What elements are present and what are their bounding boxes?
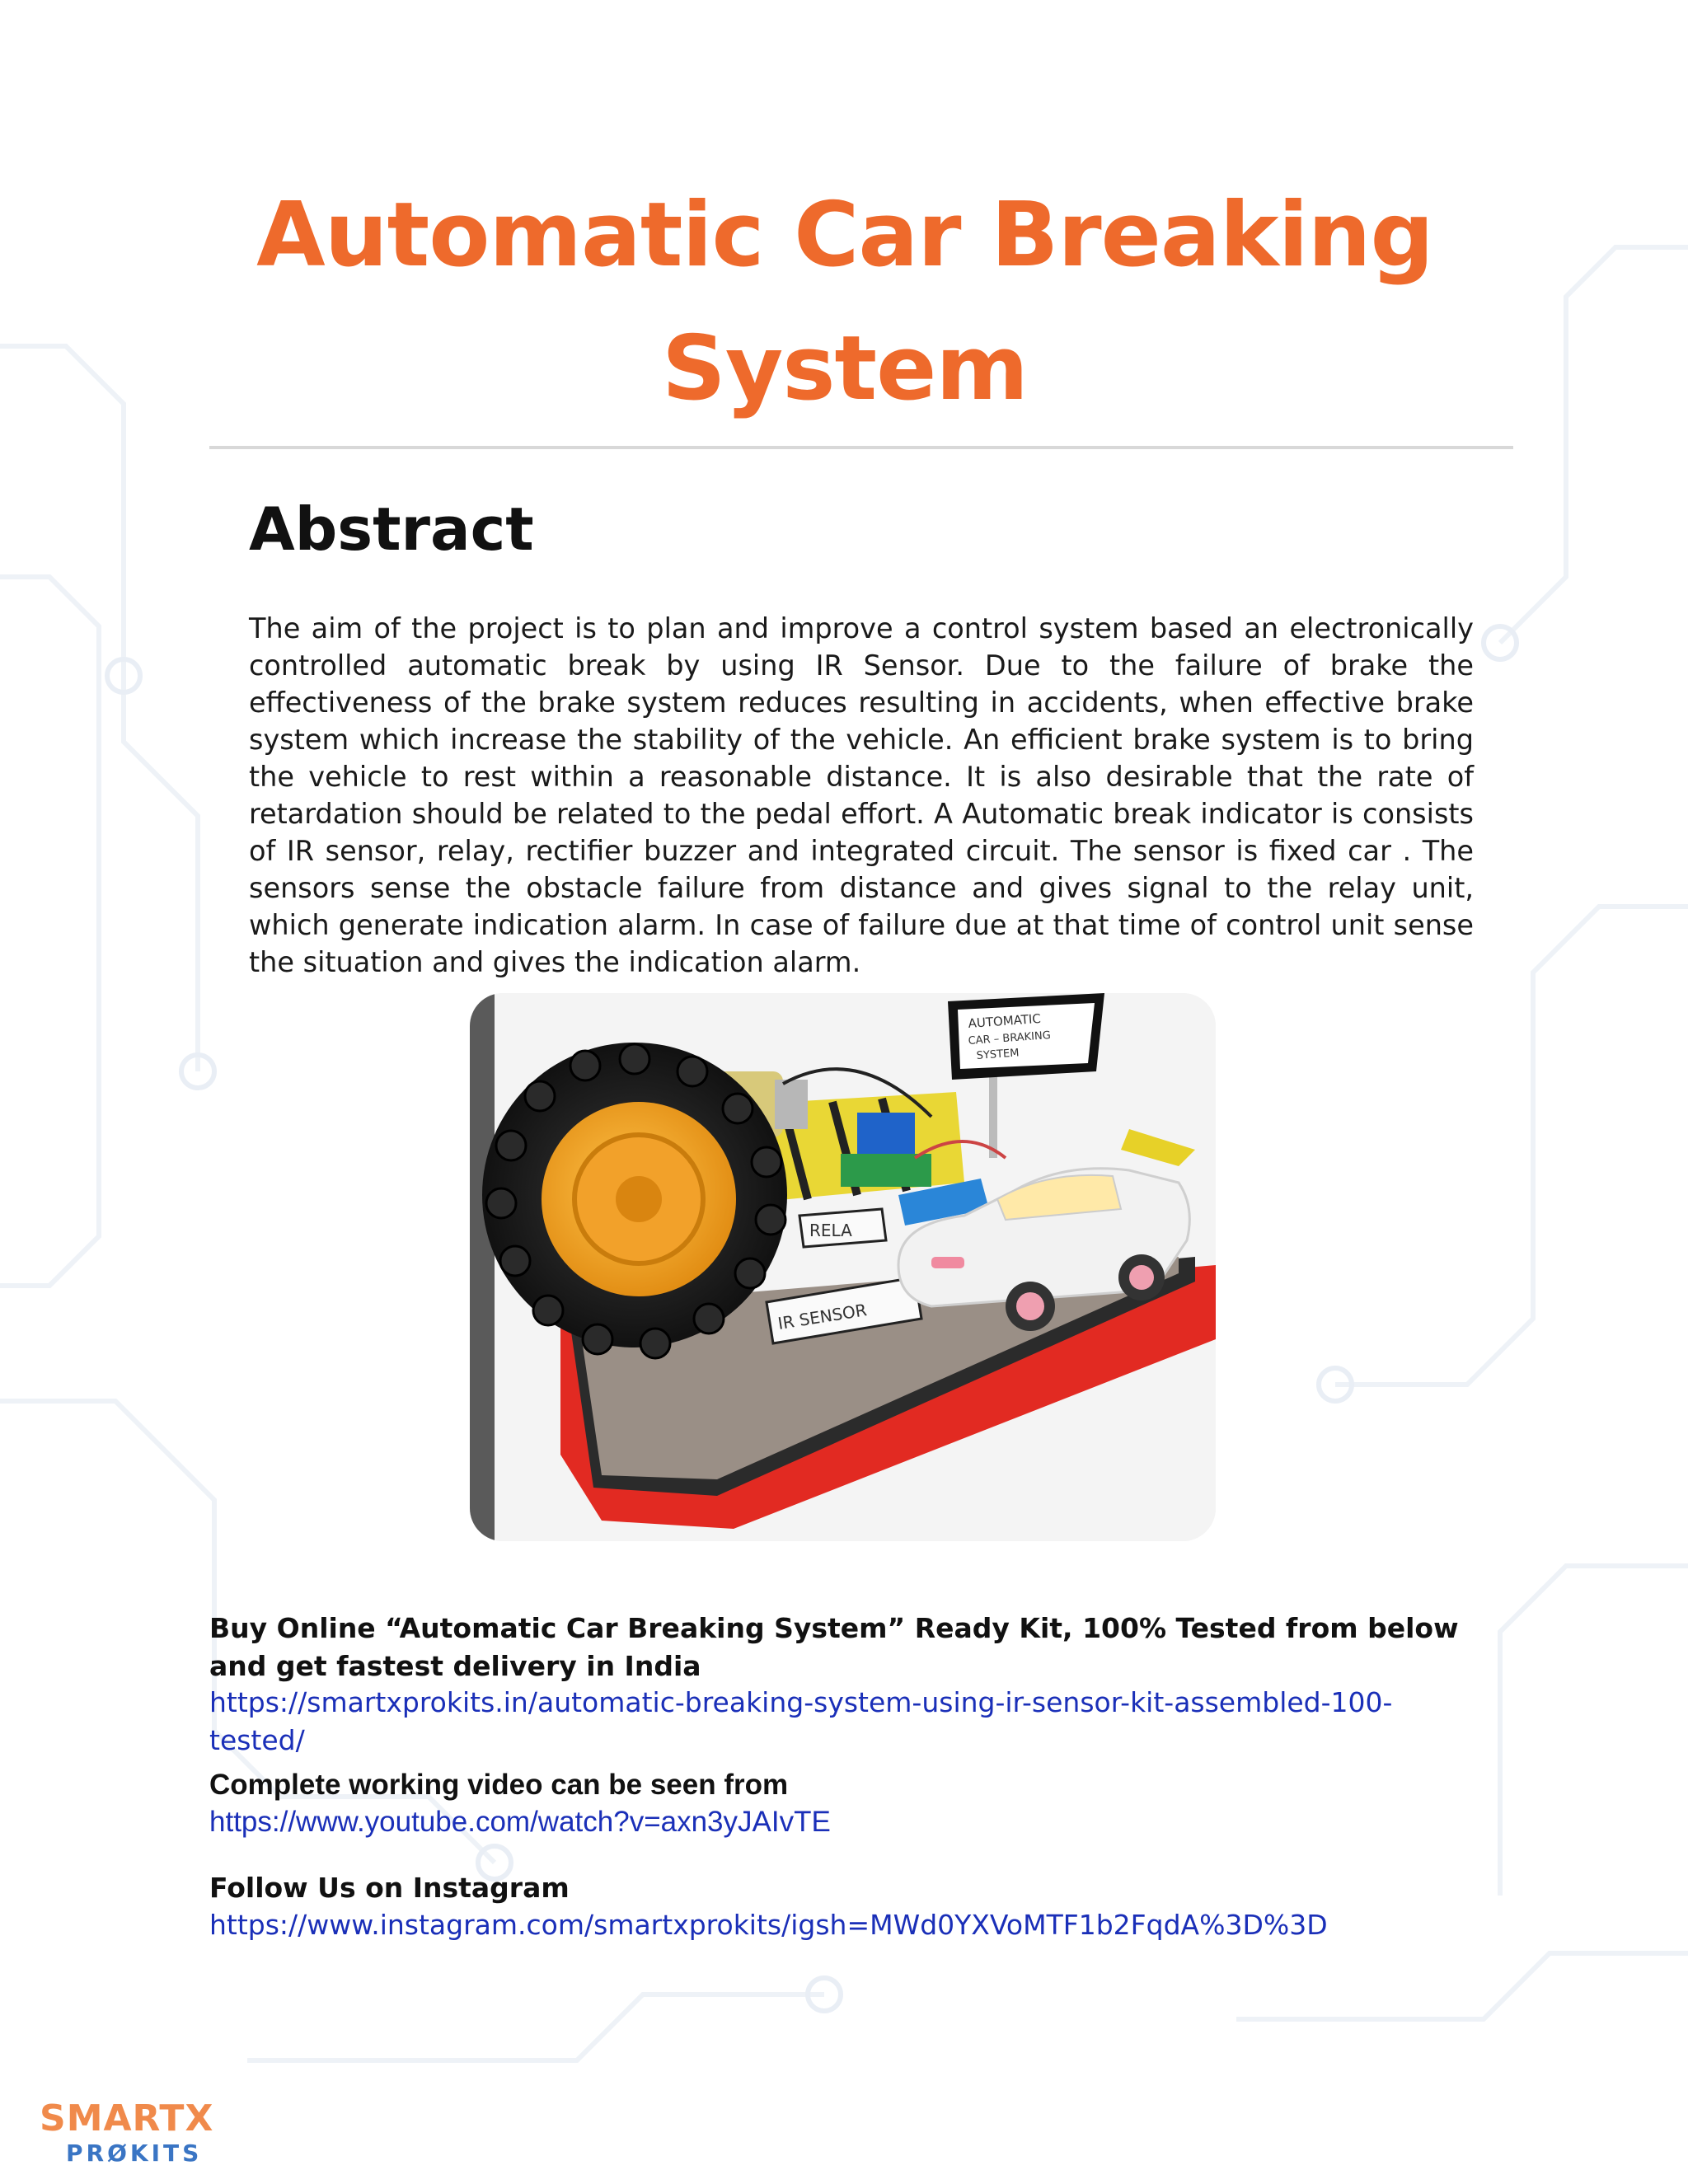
sign-line-3: SYSTEM <box>976 1047 1020 1062</box>
abstract-heading: Abstract <box>249 494 534 564</box>
buy-link[interactable]: https://smartxprokits.in/automatic-breaking-system-using-ir-sensor-kit-assembled-100-tested/ <box>209 1686 1393 1756</box>
buy-heading: Buy Online “Automatic Car Breaking System” Ready Kit, 100% Tested from below and get fastest delivery in India <box>209 1612 1459 1682</box>
sign-line-2: CAR – BRAKING <box>968 1029 1052 1047</box>
sign-line-1: AUTOMATIC <box>968 1010 1042 1031</box>
smartx-prokits-logo <box>40 2099 237 2173</box>
product-photo <box>470 993 1216 1541</box>
relay-label: RELA <box>809 1221 852 1240</box>
instagram-link[interactable]: https://www.instagram.com/smartxprokits/igsh=MWd0YXVoMTF1b2FqdA%3D%3D <box>209 1909 1328 1941</box>
youtube-link[interactable]: https://www.youtube.com/watch?v=axn3yJAIvTE <box>209 1806 831 1838</box>
logo-line-1: SMARTX <box>40 2097 214 2139</box>
title-divider <box>209 446 1513 449</box>
instagram-heading: Follow Us on Instagram <box>209 1872 570 1904</box>
video-heading: Complete working video can be seen from <box>209 1769 789 1801</box>
logo-line-2: PRØKITS <box>66 2139 203 2167</box>
ir-sensor-label: IR SENSOR <box>776 1300 869 1333</box>
document-title: Automatic Car Breaking System <box>256 184 1433 420</box>
abstract-paragraph: The aim of the project is to plan and improve a control system based an electronically controlled automatic break by using IR Sensor. Due to the failure of brake the effectiveness of the brake system reduces resulting in accidents, when effective brake system which increase the stability of the vehicle. An efficient brake system is to bring the vehicle to rest within a reasonable distance. It is also desirable that the rate of retardation should be related to the pedal effort. A Automatic break indicator is consists of IR sensor, relay, rectifier buzzer and integrated circuit. The sensor is fixed car . The sensors sense the obstacle failure from distance and gives signal to the relay unit, which generate indication alarm. In case of failure due at that time of control unit sense the situation and gives the indication alarm. <box>249 612 1474 978</box>
